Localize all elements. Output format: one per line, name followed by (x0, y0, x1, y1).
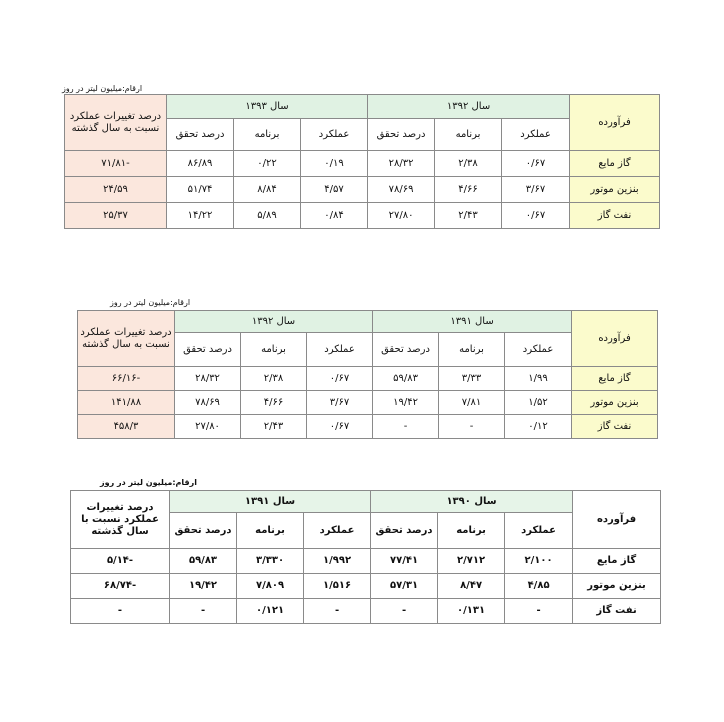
year-header: سال ۱۳۹۳ (167, 95, 368, 119)
column-header: برنامه (435, 119, 502, 151)
table-cell: - (439, 415, 505, 439)
table-cell: ۵۹/۸۳ (170, 549, 237, 574)
product-name: نفت گاز (572, 415, 658, 439)
column-header: عملکرد (505, 333, 572, 367)
table-cell: ۰/۱۲۱ (237, 599, 304, 624)
table-cell: - (373, 415, 439, 439)
table-cell: ۱۹/۴۲ (170, 574, 237, 599)
column-header: درصد تحقق (167, 119, 234, 151)
product-name: گاز مایع (573, 549, 661, 574)
change-cell: ۱۴۱/۸۸ (78, 391, 175, 415)
product-name: بنزین موتور (570, 177, 660, 203)
unit-label-1: ارقام:میلیون لیتر در روز (62, 84, 143, 93)
table-cell: ۵۱/۷۴ (167, 177, 234, 203)
table-cell: ۵/۸۹ (234, 203, 301, 229)
table-cell: ۱/۵۲ (505, 391, 572, 415)
table-cell: ۲۷/۸۰ (175, 415, 241, 439)
table-row (78, 391, 658, 415)
table-cell: ۲۷/۸۰ (368, 203, 435, 229)
product-name: بنزین موتور (573, 574, 661, 599)
change-cell: ۴۵۸/۳ (78, 415, 175, 439)
table-cell: - (170, 599, 237, 624)
table-cell: ۷/۸۰۹ (237, 574, 304, 599)
table-cell: ۳/۳۳ (439, 367, 505, 391)
change-header: درصد تغییرات عملکرد نسبت به سال گذشته (78, 311, 175, 367)
table-cell: ۴/۶۶ (435, 177, 502, 203)
table-cell: ۲۸/۳۲ (368, 151, 435, 177)
table-cell: ۳/۶۷ (307, 391, 373, 415)
table-cell: ۷۷/۴۱ (371, 549, 438, 574)
column-header: عملکرد (307, 333, 373, 367)
table-cell: ۱/۹۹۲ (304, 549, 371, 574)
table-row (65, 203, 660, 229)
change-cell: -۵/۱۴ (71, 549, 170, 574)
table-row (78, 367, 658, 391)
table-row (65, 177, 660, 203)
table-cell: ۰/۱۳۱ (438, 599, 505, 624)
column-header: برنامه (438, 513, 505, 549)
column-header: عملکرد (304, 513, 371, 549)
table-cell: ۲/۴۳ (435, 203, 502, 229)
table-cell: ۷۸/۶۹ (368, 177, 435, 203)
table-cell: ۲/۳۸ (435, 151, 502, 177)
table-row (78, 415, 658, 439)
table-cell: ۸/۴۷ (438, 574, 505, 599)
table-cell: - (304, 599, 371, 624)
product-name: گاز مایع (570, 151, 660, 177)
year-header: سال ۱۳۹۰ (371, 491, 573, 513)
change-cell: -۷۱/۸۱ (65, 151, 167, 177)
table-cell: ۰/۶۷ (307, 415, 373, 439)
column-header: عملکرد (502, 119, 570, 151)
change-cell: ۲۴/۵۹ (65, 177, 167, 203)
table-cell: ۵۹/۸۳ (373, 367, 439, 391)
table-cell: ۵۷/۳۱ (371, 574, 438, 599)
change-cell: -۶۶/۱۶ (78, 367, 175, 391)
table-cell: ۳/۶۷ (502, 177, 570, 203)
product-name: بنزین موتور (572, 391, 658, 415)
table-cell: ۷/۸۱ (439, 391, 505, 415)
table-cell: ۱۴/۲۲ (167, 203, 234, 229)
product-name: نفت گاز (570, 203, 660, 229)
table-cell: ۴/۶۶ (241, 391, 307, 415)
table-cell: ۴/۸۵ (505, 574, 573, 599)
change-header: درصد تغییرات عملکرد نسبت با سال گذشته (71, 491, 170, 549)
table-2 (77, 310, 658, 439)
column-header: درصد تحقق (373, 333, 439, 367)
year-header: سال ۱۳۹۲ (175, 311, 373, 333)
product-header: فرآورده (570, 95, 660, 151)
year-header: سال ۱۳۹۱ (373, 311, 572, 333)
column-header: برنامه (237, 513, 304, 549)
table-row (71, 599, 661, 624)
table-cell: ۲/۱۰۰ (505, 549, 573, 574)
table-cell: ۰/۶۷ (502, 203, 570, 229)
unit-label-3: ارقام:میلیون لیتر در روز (100, 478, 198, 487)
table-cell: ۲/۳۸ (241, 367, 307, 391)
table-cell: ۰/۲۲ (234, 151, 301, 177)
table-cell: ۲۸/۳۲ (175, 367, 241, 391)
table-3 (70, 490, 661, 624)
column-header: عملکرد (301, 119, 368, 151)
table-cell: ۱/۹۹ (505, 367, 572, 391)
table-cell: ۴/۵۷ (301, 177, 368, 203)
table-cell: ۰/۶۷ (502, 151, 570, 177)
column-header: برنامه (234, 119, 301, 151)
table-cell: ۸۶/۸۹ (167, 151, 234, 177)
column-header: درصد تحقق (368, 119, 435, 151)
column-header: برنامه (439, 333, 505, 367)
column-header: درصد تحقق (170, 513, 237, 549)
table-cell: - (371, 599, 438, 624)
column-header: برنامه (241, 333, 307, 367)
column-header: درصد تحقق (175, 333, 241, 367)
column-header: درصد تحقق (371, 513, 438, 549)
table-row (71, 574, 661, 599)
change-cell: - (71, 599, 170, 624)
table-row (71, 549, 661, 574)
table-cell: ۱۹/۴۲ (373, 391, 439, 415)
table-cell: ۷۸/۶۹ (175, 391, 241, 415)
table-cell: ۸/۸۴ (234, 177, 301, 203)
product-name: گاز مایع (572, 367, 658, 391)
change-cell: ۲۵/۳۷ (65, 203, 167, 229)
year-header: سال ۱۳۹۱ (170, 491, 371, 513)
unit-label-2: ارقام:میلیون لیتر در روز (110, 298, 191, 307)
change-cell: -۶۸/۷۴ (71, 574, 170, 599)
table-cell: ۰/۱۲ (505, 415, 572, 439)
year-header: سال ۱۳۹۲ (368, 95, 570, 119)
product-name: نفت گاز (573, 599, 661, 624)
table-cell: ۲/۷۱۲ (438, 549, 505, 574)
product-header: فرآورده (573, 491, 661, 549)
table-cell: ۰/۶۷ (307, 367, 373, 391)
table-1 (64, 94, 660, 229)
table-cell: ۰/۱۹ (301, 151, 368, 177)
table-row (65, 151, 660, 177)
column-header: عملکرد (505, 513, 573, 549)
product-header: فرآورده (572, 311, 658, 367)
change-header: درصد تغییرات عملکرد نسبت به سال گذشته (65, 95, 167, 151)
table-cell: ۳/۳۳۰ (237, 549, 304, 574)
table-cell: - (505, 599, 573, 624)
table-cell: ۱/۵۱۶ (304, 574, 371, 599)
table-cell: ۰/۸۴ (301, 203, 368, 229)
table-cell: ۲/۴۳ (241, 415, 307, 439)
